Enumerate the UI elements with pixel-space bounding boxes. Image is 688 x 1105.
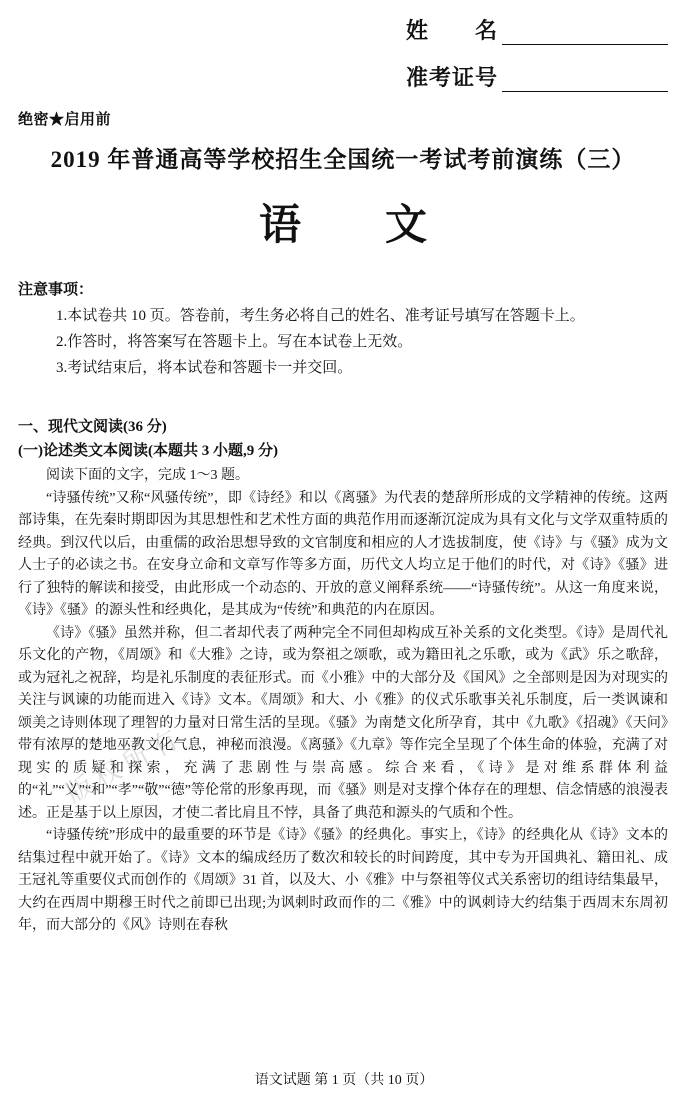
notice-title: 注意事项： xyxy=(18,282,94,298)
passage-paragraph-3: “诗骚传统”形成中的最重要的环节是《诗》《骚》的经典化。事实上，《诗》的经典化从《诗》文本的结集过程中就开始了。《诗》文本的编成经历了数次和较长的时间跨度，其中专为开国典礼、籍田礼、成王冠礼等重要仪式而创作的《周颂》31 首，以及大、小《雅》中与祭祖等仪式关系密切的组诗结集最早，大约在西周中期穆王时代之前即已出现;为讽刺时政而作的二《雅》中的讽刺诗大约结集于西周末东周初年，而大部分的《风》诗则在春秋 xyxy=(18,828,668,933)
exam-title: 2019 年普通高等学校招生全国统一考试考前演练（三） xyxy=(50,147,636,172)
subject-title: 语 文 xyxy=(258,203,427,249)
name-blank-line xyxy=(502,18,668,45)
ticket-blank-line xyxy=(502,65,668,92)
header-fields xyxy=(406,14,668,92)
notice-item-1: 1.本试卷共 10 页。答卷前，考生务必将自己的姓名、准考证号填写在答题卡上。 xyxy=(56,308,585,324)
name-field-row xyxy=(406,14,668,45)
name-label: 姓 名 xyxy=(406,18,499,43)
reading-instruction: 阅读下面的文字，完成 1～3 题。 xyxy=(46,468,249,483)
section-title: 一、现代文阅读(36 分) xyxy=(18,419,167,435)
passage-paragraph-1: “诗骚传统”又称“风骚传统”，即《诗经》和以《离骚》为代表的楚辞所形成的文学精神的传统。这两部诗集，在先秦时期即因为其思想性和艺术性方面的典范作用而逐渐沉淀成为具有文化与文学双重特质的经典。到汉代以后，由重儒的政治思想导致的文官制度和相应的人才选拔制度，使《诗》与《骚》成为文人士子的必读之书。在安身立命和文章写作等多方面，历代文人均立足于他们的时代，对《诗》《骚》进行了独特的解读和接受，由此形成一个动态的、开放的意义阐释系统——“诗骚传统”。从这一角度来说，《诗》《骚》的源头性和经典化，是其成为“传统”和典范的内在原因。 xyxy=(18,490,668,618)
notice-item-2: 2.作答时，将答案写在答题卡上。写在本试卷上无效。 xyxy=(56,334,413,350)
copyright-watermark: 版权所有 xyxy=(61,722,189,809)
notice-item-3: 3.考试结束后，将本试卷和答题卡一并交回。 xyxy=(56,360,353,376)
page-footer: 语文试题 第 1 页（共 10 页） xyxy=(254,1073,434,1088)
ticket-label: 准考证号 xyxy=(406,65,499,90)
passage-paragraph-2: 《诗》《骚》虽然并称，但二者却代表了两种完全不同但却构成互补关系的文化类型。《诗》是周代礼乐文化的产物，《周颂》和《大雅》之诗，或为祭祖之颂歌，或为籍田礼之乐歌，或为《武》乐之歌辞，或为冠礼之祝辞，均是礼乐制度的表征形式。而《小雅》中的大部分及《国风》之全部则是因为对现实的关注与讽谏的功能而进入《诗》文本。《周颂》和大、小《雅》的仪式乐歌事关礼乐制度，后一类讽谏和颂美之诗则体现了理智的力量对日常生活的呈现。《骚》为南楚文化所孕育，其中《九歌》《招魂》《天问》带有浓厚的楚地巫教文化气息，神秘而浪漫。《离骚》《九章》等作完全呈现了个体生命的体验，充满了对现实的质疑和探索，充满了悲剧性与崇高感。综合来看，《诗》是对维系群体利益的“礼”“义”“和”“孝”“敬”“德”等伦常的形象再现，而《骚》则是对支撑个体存在的理想、信念情感的浪漫表述。正是基于以上原因，才使二者比肩且不悖，具备了典范和源头的气质和个性。 xyxy=(18,625,668,821)
subsection-title: (一)论述类文本阅读(本题共 3 小题,9 分) xyxy=(18,443,278,459)
notice-section xyxy=(18,278,668,381)
secret-label: 绝密★启用前 xyxy=(18,112,112,128)
exam-content xyxy=(18,415,668,938)
ticket-field-row xyxy=(406,61,668,92)
